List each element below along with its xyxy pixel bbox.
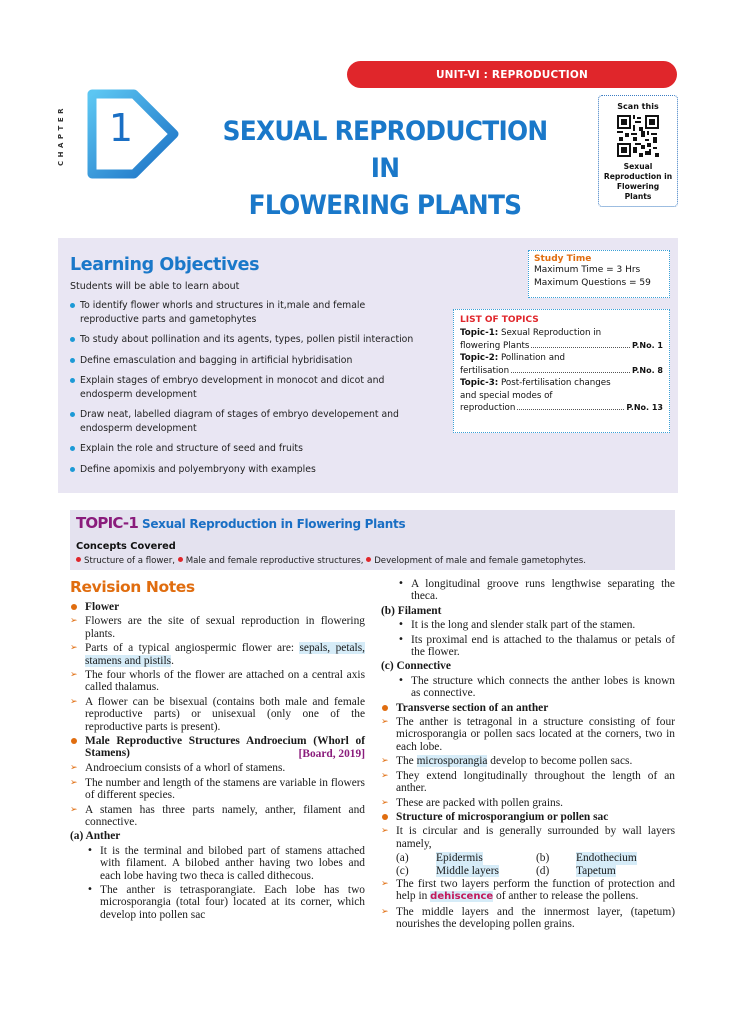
note-text: The anther is tetrasporangiate. Each lobe has two microsporangia (total four) located at its corner, which develop into pollen sac xyxy=(100,883,365,921)
wall-layers-grid xyxy=(381,852,675,877)
note-item: ➢ A flower can be bisexual (contains both male and female reproductive parts) or unisexual (only one of the reproductive parts is present). xyxy=(70,696,365,733)
subsection-heading: (b) Filament xyxy=(381,604,442,617)
leader-dots xyxy=(517,402,624,410)
note-item: ➢ Flowers are the site of sexual reproduction in flowering plants. xyxy=(70,615,365,640)
note-text: It is the long and slender stalk part of the stamen. xyxy=(411,619,636,632)
heading-text: Male Reproductive Structures Androecium (Whorl of Stamens) xyxy=(85,735,365,760)
list-item-text: Define apomixis and polyembryony with examples xyxy=(80,463,316,475)
list-of-topics-box xyxy=(453,309,670,433)
bullet-icon xyxy=(382,814,388,820)
leader-dots xyxy=(511,365,630,373)
note-text: . xyxy=(171,654,174,667)
list-item-text: Explain the role and structure of seed and fruits xyxy=(80,443,303,454)
note-text: The first two layers perform the function of protection and help in xyxy=(396,877,675,903)
topic-entry-1[interactable] xyxy=(460,327,663,340)
grid-label: (c) xyxy=(396,864,409,877)
note-text: Its proximal end is attached to the thalamus or petals of the flower. xyxy=(411,633,675,659)
highlighted-text: Tapetum xyxy=(576,864,616,877)
bullet-icon xyxy=(382,705,388,711)
concept-item: Development of male and female gametophytes. xyxy=(374,556,586,566)
note-item: ➢ It is circular and is generally surrounded by wall layers namely, xyxy=(381,825,675,850)
bullet-icon: • xyxy=(398,619,404,631)
note-item: ➢ The four whorls of the flower are attached on a central axis called thalamus. xyxy=(70,669,365,694)
learning-objectives-list xyxy=(70,299,415,483)
note-item: ➢ A stamen has three parts namely, anther, filament and connective. xyxy=(70,804,365,829)
left-column xyxy=(70,601,365,923)
highlighted-text: Endothecium xyxy=(576,852,637,865)
grid-label: (b) xyxy=(536,852,550,865)
note-item xyxy=(381,578,675,603)
note-item xyxy=(381,619,675,631)
topic-entry-3-cont: and special modes of xyxy=(460,390,553,401)
note-item: ➢ They extend longitudinally throughout the length of an anther. xyxy=(381,770,675,795)
page-number: P.No. 1 xyxy=(631,340,663,350)
note-text: The xyxy=(396,755,417,768)
note-item xyxy=(381,634,675,659)
topic-entry-1-page[interactable] xyxy=(460,340,663,353)
note-text: of anther to release the pollens. xyxy=(493,890,639,903)
list-item xyxy=(70,374,415,401)
concepts-list xyxy=(76,556,676,566)
note-item: ➢ The number and length of the stamens are variable in flowers of different species. xyxy=(70,777,365,802)
list-item xyxy=(70,299,415,326)
bullet-icon xyxy=(366,557,371,562)
note-item: ➢ The middle layers and the innermost layer, (tapetum) nourishes the developing pollen grains. xyxy=(381,906,675,931)
learning-objectives-intro: Students will be able to learn about xyxy=(70,281,240,292)
bullet-icon xyxy=(70,446,75,451)
bullet-icon xyxy=(71,604,77,610)
topic-heading xyxy=(76,514,405,532)
revision-notes-title: Revision Notes xyxy=(70,578,195,596)
note-item xyxy=(381,755,675,767)
bullet-icon: • xyxy=(398,674,404,686)
note-text: A longitudinal groove runs lengthwise separating the theca. xyxy=(411,578,675,603)
chapter-label: CHAPTER xyxy=(57,105,65,167)
note-text: The structure which connects the anther lobes is known as connective. xyxy=(411,674,675,700)
list-item-text: Define emasculation and bagging in artificial hybridisation xyxy=(80,354,353,366)
bullet-icon xyxy=(70,378,75,383)
topic-entry-2[interactable] xyxy=(460,352,663,365)
list-item-text: Explain stages of embryo development in monocot and dicot and endosperm development xyxy=(80,375,385,400)
highlighted-text: Epidermis xyxy=(436,852,483,865)
note-text: Parts of a typical angiospermic flower are: xyxy=(85,642,300,655)
leader-dots xyxy=(531,340,630,348)
topic-text: flowering Plants xyxy=(460,340,530,351)
topic-text: fertilisation xyxy=(460,365,510,376)
topic-number: TOPIC-1 xyxy=(76,514,138,532)
page-title xyxy=(215,113,555,224)
section-heading xyxy=(70,735,365,760)
bullet-icon xyxy=(70,467,75,472)
topic-text: Sexual Reproduction in xyxy=(498,328,602,338)
concept-item: Structure of a flower, xyxy=(84,556,175,566)
bullet-icon xyxy=(178,557,183,562)
highlighted-text: Middle layers xyxy=(436,864,499,877)
study-time-box xyxy=(528,250,670,298)
note-item xyxy=(70,642,365,667)
list-item xyxy=(70,408,415,435)
grid-label: (a) xyxy=(396,852,409,865)
board-tag: [Board, 2019] xyxy=(298,747,365,760)
scan-label: Scan this xyxy=(617,102,659,111)
list-item xyxy=(70,354,415,368)
heading-text: Transverse section of an anther xyxy=(396,701,549,714)
topic-entry-3[interactable] xyxy=(460,377,663,390)
list-item xyxy=(70,442,415,456)
topics-title: LIST OF TOPICS xyxy=(460,315,539,325)
scan-topic: Sexual Reproduction in Flowering Plants xyxy=(603,162,673,201)
page-number: P.No. 8 xyxy=(631,365,663,375)
note-text: It is the terminal and bilobed part of stamens attached with filament. A bilobed anther having two lobes and each lobe having two theca is called dithecous. xyxy=(100,844,365,882)
section-heading xyxy=(70,601,365,613)
bullet-icon xyxy=(70,358,75,363)
topic-text: Pollination and xyxy=(498,353,566,363)
max-time: Maximum Time = 3 Hrs xyxy=(534,265,641,275)
list-item xyxy=(70,333,415,347)
bullet-icon: • xyxy=(87,883,93,895)
list-item xyxy=(70,463,415,477)
unit-banner: UNIT-VI : REPRODUCTION xyxy=(347,61,677,88)
bullet-icon: • xyxy=(398,578,404,589)
subsection-heading: (c) Connective xyxy=(381,660,451,673)
note-item: ➢ The anther is tetragonal in a structure consisting of four microsporangia or pollen sacs located at the corners, two in each lobe. xyxy=(381,716,675,753)
topic-label: Topic-3: xyxy=(460,378,499,388)
max-questions: Maximum Questions = 59 xyxy=(534,278,651,288)
note-item xyxy=(381,675,675,700)
list-item-text: To identify flower whorls and structures in it,male and female reproductive parts and gametophytes xyxy=(80,300,366,325)
heading-text: Structure of microsporangium or pollen sac xyxy=(396,810,609,823)
title-line-2: FLOWERING PLANTS xyxy=(248,190,522,221)
qr-scan-box[interactable] xyxy=(598,95,678,207)
topic-entry-3-page[interactable] xyxy=(460,402,663,415)
highlighted-text: dehiscence xyxy=(430,891,494,903)
bullet-icon xyxy=(76,557,81,562)
page-number: P.No. 13 xyxy=(626,403,663,412)
bullet-icon: • xyxy=(398,633,404,645)
bullet-icon: • xyxy=(87,844,93,856)
list-item-text: Draw neat, labelled diagram of stages of embryo developement and endosperm development xyxy=(80,409,399,434)
concept-item: Male and female reproductive structures, xyxy=(185,556,364,566)
topic-label: Topic-1: xyxy=(460,328,499,338)
list-item-text: To study about pollination and its agents, types, pollen pistil interaction xyxy=(80,334,414,345)
grid-label: (d) xyxy=(536,864,550,877)
note-item xyxy=(381,878,675,904)
bullet-icon xyxy=(70,303,75,308)
topic-text: Post-fertilisation changes xyxy=(498,378,611,388)
learning-objectives-title: Learning Objectives xyxy=(70,255,260,275)
heading-text: Flower xyxy=(85,601,120,613)
note-item: ➢ These are packed with pollen grains. xyxy=(381,797,675,809)
highlighted-text: sepals, petals, stamens and pistils xyxy=(85,642,365,667)
note-item: ➢ Androecium consists of a whorl of stamens. xyxy=(70,762,365,774)
study-time-title: Study Time xyxy=(534,254,592,264)
note-item xyxy=(70,884,365,921)
title-line-1: SEXUAL REPRODUCTION IN xyxy=(222,116,548,184)
qr-code-icon[interactable] xyxy=(617,115,659,157)
topic-entry-2-page[interactable] xyxy=(460,365,663,378)
right-column xyxy=(381,578,675,933)
topic-label: Topic-2: xyxy=(460,353,499,363)
section-heading xyxy=(381,811,675,823)
chapter-number: 1 xyxy=(108,106,134,150)
note-item xyxy=(70,845,365,882)
bullet-icon xyxy=(70,412,75,417)
topic-text: reproduction xyxy=(460,403,516,413)
note-text: develop to become pollen sacs. xyxy=(487,755,633,768)
concepts-title: Concepts Covered xyxy=(76,541,176,552)
subsection-heading: (a) Anther xyxy=(70,830,121,843)
topic-name: Sexual Reproduction in Flowering Plants xyxy=(141,517,406,531)
bullet-icon xyxy=(71,738,77,744)
highlighted-text: microsporangia xyxy=(416,755,488,768)
bullet-icon xyxy=(70,337,75,342)
section-heading xyxy=(381,702,675,714)
